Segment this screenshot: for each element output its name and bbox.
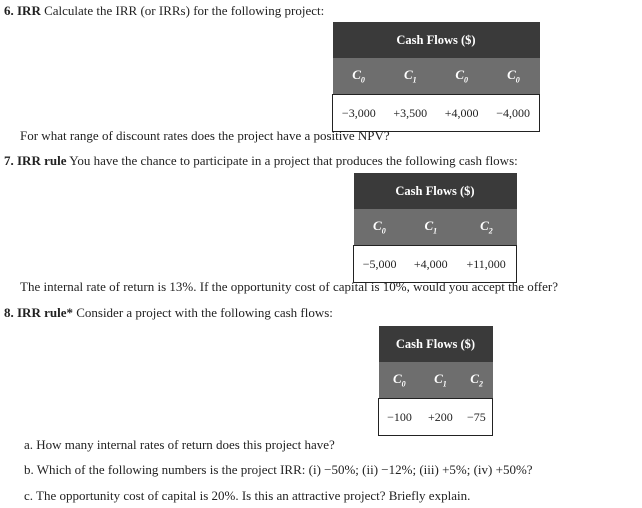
q7-table-title: Cash Flows ($)	[354, 173, 517, 209]
q8-heading	[4, 305, 333, 321]
q6-value-c2: +4,000	[436, 95, 487, 132]
q8-table-title: Cash Flows ($)	[379, 326, 493, 362]
q8-header-c2: $C_2$	[461, 362, 493, 399]
q6-heading	[4, 3, 324, 19]
q7-header-c1: $C_1$	[405, 209, 456, 246]
q6-header-c2: $C_0$	[436, 58, 487, 95]
q6-value-c0: −3,000	[333, 95, 385, 132]
q8-header-c1: $C_1$	[420, 362, 461, 399]
q6-header-c3: $C_0$	[487, 58, 539, 95]
q6-question: For what range of discount rates does the project have a positive NPV?	[20, 128, 390, 143]
q8-header-c0: $C_0$	[379, 362, 421, 399]
q6-cash-flow-table	[332, 22, 540, 132]
q8-number: 8.	[4, 305, 14, 320]
q8-cash-flow-table	[378, 326, 493, 436]
q8-value-c0: −100	[379, 399, 421, 436]
q7-value-c0: −5,000	[354, 246, 406, 283]
q8-label: IRR rule*	[17, 305, 73, 320]
q8-part-a: a. How many internal rates of return does this project have?	[24, 437, 335, 452]
q8-part-c: c. The opportunity cost of capital is 20%. Is this an attractive project? Briefly explain.	[24, 488, 471, 503]
q7-value-c1: +4,000	[405, 246, 456, 283]
q7-heading	[4, 153, 518, 169]
q7-header-c2: $C_2$	[456, 209, 516, 246]
q8-part-b: b. Which of the following numbers is the project IRR: (i) −50%; (ii) −12%; (iii) +5%; (iv) +50%?	[24, 462, 533, 477]
q8-value-c2: −75	[461, 399, 493, 436]
q6-value-c3: −4,000	[487, 95, 539, 132]
q6-label: IRR	[17, 3, 41, 18]
q7-value-c2: +11,000	[456, 246, 516, 283]
q7-question: The internal rate of return is 13%. If the opportunity cost of capital is 10%, would you accept the offer?	[20, 279, 559, 294]
q6-header-c0: $C_0$	[333, 58, 385, 95]
q7-number: 7.	[4, 153, 14, 168]
q6-number: 6.	[4, 3, 14, 18]
q6-header-c1: $C_1$	[385, 58, 436, 95]
q6-text: Calculate the IRR (or IRRs) for the following project:	[44, 3, 325, 18]
q7-header-c0: $C_0$	[354, 209, 406, 246]
q7-label: IRR rule	[17, 153, 67, 168]
q6-table-title: Cash Flows ($)	[333, 22, 540, 58]
q6-value-c1: +3,500	[385, 95, 436, 132]
q8-text: Consider a project with the following cash flows:	[76, 305, 333, 320]
q7-cash-flow-table	[353, 173, 517, 283]
q7-text: You have the chance to participate in a project that produces the following cash flows:	[69, 153, 518, 168]
q8-value-c1: +200	[420, 399, 461, 436]
